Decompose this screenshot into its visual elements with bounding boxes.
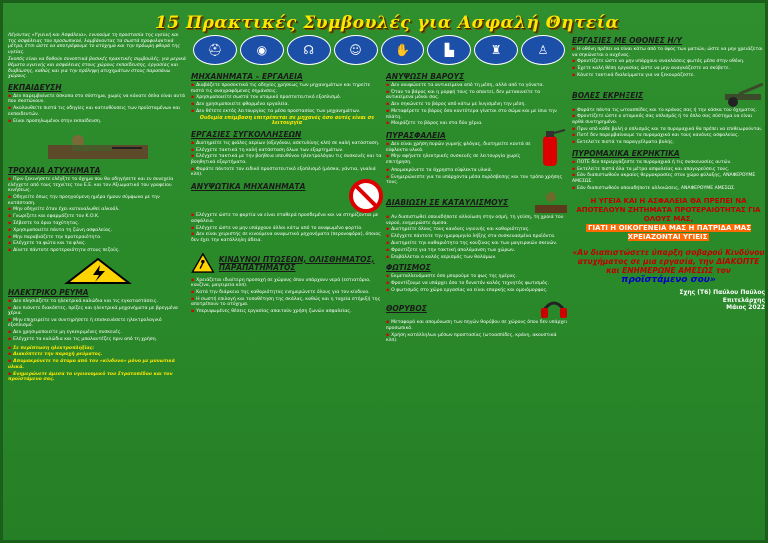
section-heading-explosives: ΒΟΛΕΣ ΕΚΡΗΞΕΙΣ bbox=[572, 90, 644, 100]
electric-item: ▪ Δεν χρησιμοποιείτε μη εγκεκριμένες συσκευές. bbox=[8, 330, 188, 336]
section-heading-falls: ΚΙΝΔΥΝΟΙ ΠΤΩΣΕΩΝ, ΟΛΙΣΘΗΜΑΤΟΣ, ΠΑΡΑΠΑΤΗΜΑΤΟΣ bbox=[218, 254, 375, 272]
ppe-icons-row bbox=[193, 35, 565, 65]
welding-item: ▪ Φοράτε πάντοτε τον ειδικό προστατευτικό εξοπλισμό (μάσκα, γάντια, γυαλιά κλπ). bbox=[191, 167, 383, 178]
hygiene-item: ▪ Αν διαπιστωθεί οποιαδήποτε αλλοίωση στην οσμή, τη γεύση, τη χροιά του νερού, ενημερώστε άμεσα. bbox=[386, 215, 569, 226]
explosives-item: ▪ Φροντίζετε ώστε ο ατομικός σας οπλισμός ή το όπλο σας σύστημα να είναι αρθά συντηρημένο. bbox=[572, 114, 765, 125]
falls-item: ▪ Κατά την διάρκεια της καθαριότητας ενημερώνετε όλους για τον κίνδυνο. bbox=[191, 290, 383, 296]
helmet-icon: ⛑ bbox=[193, 35, 237, 65]
ear-defenders-icon bbox=[539, 296, 569, 320]
screens-item: ▪ Κάνετε τακτικά διαλείμματα για να ξεκουράζεστε. bbox=[572, 73, 765, 79]
mask-icon: ☺ bbox=[334, 35, 378, 65]
lifting-item: ▪ Όταν το βάρος και η μορφή τους το απαιτεί, δεν μετακινείτε τα αντικείμενα μόνοι σας. bbox=[386, 90, 569, 101]
lifting-item: ▪ Δεν ανυψώνετε τα αντικείμενα από τη μέση, αλλά από τα γόνατα. bbox=[386, 83, 569, 89]
screens-item: ▪ Η οθόνη πρέπει να είναι κάτω από το ύψος των ματιών, ώστε να μην χρειάζεται να σηκώνεται ο αυχένας. bbox=[572, 47, 765, 58]
closing-quote bbox=[572, 248, 765, 285]
signature-date: Μάιος 2022 bbox=[726, 304, 765, 312]
column-1 bbox=[8, 33, 188, 384]
traffic-item: ▪ Γνωρίζετε και εφαρμόζετε τον Κ.Ο.Κ. bbox=[8, 214, 188, 220]
electric-illustration bbox=[8, 257, 188, 285]
training-item: ▪ Δεν παρεμβαίνετε άσκοπα στο σύστημα, χωρίς να κάνατε όπλα είναι αυτά που σκοτώνουν. bbox=[8, 94, 188, 105]
lifting-machines-block bbox=[191, 179, 383, 213]
fire-item: ▪ Μην αφήνετε ηλεκτρικές συσκευές σε λειτουργία χωρίς επιτήρηση. bbox=[386, 154, 533, 165]
welding-item: ▪ Ελέγχετε τακτικά με την βοήθεια υπευθύνου ηλεκτρολόγου τις συσκευές και τα βοηθητικά εξαρτήματα. bbox=[191, 154, 383, 165]
fire-block bbox=[386, 128, 569, 168]
section-heading-machinery: ΜΗΧΑΝΗΜΑΤΑ – ΕΡΓΑΛΕΙΑ bbox=[191, 72, 303, 81]
section-heading-lifting: ΑΝΥΨΩΣΗ ΒΑΡΟΥΣ bbox=[386, 72, 465, 81]
pyro-item: ▪ ΠΟΤΕ δεν περιεργάζεστε τα πυρομαχικά ή τις συσκευασίες αυτών. bbox=[572, 160, 765, 166]
falls-item: ▪ Χρειάζεται ιδιαίτερη προσοχή σε χώρους όπου υπάρχουν νερά (εστιατόριο, κουζίνα, μαγειρεία κλπ). bbox=[191, 278, 383, 289]
traffic-item: ▪ Οδηγείτε όπως την προηγούμενη ημέρα ήμουν σύμφωνα με την κατάσταση. bbox=[8, 195, 188, 206]
boots-icon: ▙ bbox=[427, 35, 471, 65]
lifting-item: ▪ Μοιράζετε το βάρος και στα δύο χέρια. bbox=[386, 121, 569, 127]
traffic-item: ▪ Ελέγχετε τα φώτα και τα φλας. bbox=[8, 241, 188, 247]
first-aid-item: ▪ Απομακρύνετε το άτομο από τον «κίνδυνο» μόνο με μονωτικά υλικά. bbox=[8, 359, 188, 370]
explosives-item: ▪ Φοράτε πάντα τις ωτοασπίδες και το κράνος σας ή την κάσκα του όχηματος. bbox=[572, 108, 765, 114]
harness-icon: ♙ bbox=[521, 35, 565, 65]
section-heading-hygiene: ΔΙΑΒΙΩΣΗ ΣΕ ΚΑΤΑΥΛΙΣΜΟΥΣ bbox=[386, 198, 509, 208]
first-aid-item: ▪ Διακόπτετε την παροχή ρεύματος. bbox=[8, 352, 188, 358]
lifting-machines-item: ▪ Ελέγχετε ώστε τα φορτία να είναι σταθερά προσδεμένα και να στηρίζονται με ασφάλεια. bbox=[191, 213, 383, 224]
hygiene-item: ▪ Επιβάλλεται ο καλός αερισμός των θαλάμων. bbox=[386, 255, 569, 261]
falls-item: ▪ Υπερυψωμένες θέσεις εργασίας απαιτούν χρήση ζωνών ασφαλείας. bbox=[191, 309, 383, 315]
hygiene-item: ▪ Διατηρείτε την καθαριότητα της κουζίνας και των μαγειρικών σκευών. bbox=[386, 241, 569, 247]
closing-quote-2: προϊστάμενο σου» bbox=[621, 275, 716, 286]
intro-paragraph-2: Σκοπός είναι να δοθούν συνοπτικά βασικές πρακτικές συμβουλές, για μερικά θέματα υγιεινής και ασφάλειας στους χώρους εκπαίδευσης, εργασίας και διαβίωσης, καθώς και για την πρόληψη ατυχημάτων στους παραπάνω χώρους. bbox=[8, 57, 186, 80]
vest-icon: ♜ bbox=[474, 35, 518, 65]
section-heading-screens: ΕΡΓΑΣΙΕΣ ΜΕ ΟΘΟΝΕΣ Η/Υ bbox=[572, 36, 682, 45]
falls-item: ▪ Η σωστή επιλογή και τοποθέτηση της σκάλας, καθώς και η ταχεία στήριξή της αποτρέπουν το ατύχημα. bbox=[191, 297, 383, 308]
closing-line-1: Η ΥΓΕΙΑ ΚΑΙ Η ΑΣΦΑΛΕΙΑ ΘΑ ΠΡΕΠΕΙ ΝΑ ΑΠΟΤΕΛΟΥΝ ΖΗΤΗΜΑΤΑ ΠΡΟΤΕΡΑΙΟΤΗΤΑΣ ΓΙΑ ΟΛΟΥΣ ΜΑΣ, bbox=[576, 197, 761, 224]
signature-role: Επιτελάρχης bbox=[722, 296, 765, 304]
machinery-note: Ουδεμία επέμβαση επιτρέπεται σε μηχανές όσο αυτές είναι σε λειτουργία bbox=[199, 114, 375, 127]
pyro-item: ▪ Εάν διαπιστωθούν ακραίες θερμοκρασίες στον χώρο φύλαξης, ΑΝΑΦΕΡΟΥΜΕ ΑΜΕΣΩΣ. bbox=[572, 173, 765, 184]
noise-item: ▪ Χρήση κατάλληλων μέσων προστασίας (ωτοασπίδες, κράνη, ακουστικά κλπ). bbox=[386, 333, 569, 344]
machinery-item: ▪ Διαβάζετε προσεκτικά τις οδηγίες χρήσεως των μηχανημάτων και τηρείτε πιστά τις αναγραφόμενες σημάνσεις. bbox=[191, 83, 383, 94]
poster-title: 15 Πρακτικές Συμβουλές για Ασφαλή Θητεία bbox=[154, 13, 620, 33]
section-heading-lifting-machines: ΑΝΥΨΩΤΙΚΑ ΜΗΧΑΝΗΜΑΤΑ bbox=[191, 182, 306, 192]
column-4 bbox=[572, 33, 765, 312]
signature-block bbox=[572, 289, 765, 312]
electric-item: ▪ Δεν πιάνετε διακόπτες, πρίζες και ηλεκτρικά μηχανήματα με βρεγμένα χέρια. bbox=[8, 306, 188, 317]
section-heading-noise: ΘΟΡΥΒΟΣ bbox=[386, 304, 427, 314]
closing-statement bbox=[572, 197, 765, 242]
explosives-item: ▪ Πριν από κάθε βολή ο οπλισμός και τα πυρομαχικά θα πρέπει να επιθεωρούνται. bbox=[572, 127, 765, 133]
fire-item: ▪ Απομακρύνετε τα άχρηστα εύφλεκτα υλικά. bbox=[386, 168, 569, 174]
gloves-icon: ✋ bbox=[381, 35, 425, 65]
hygiene-item: ▪ Ελέγχετε πάντοτε την ημερομηνία λήξης στα συσκευασμένα προϊόντα. bbox=[386, 234, 569, 240]
high-voltage-sign-icon bbox=[63, 257, 133, 285]
no-entry-sign-icon bbox=[349, 179, 383, 213]
traffic-item: ▪ Δίνετε πάντοτε προτεραιότητα στους πεζούς. bbox=[8, 248, 188, 254]
screens-item: ▪ Έχετε καλή θέση εργασίας ώστε να μην αναγκάζεστε να σκύβετε. bbox=[572, 66, 765, 72]
lighting-item: ▪ Φροντίζουμε να υπάρχει όσο το δυνατόν καλός τεχνητός φωτισμός. bbox=[386, 281, 569, 287]
fire-item: ▪ Ενημερώνεστε για τα υπάρχοντα μέσα πυρόσβεσης και τον τρόπο χρήσης τους. bbox=[386, 175, 569, 186]
electric-item: ▪ Μην επιχειρείτε να συντηρήσετε ή επισκευάσετε ηλεκτρολογικό εξοπλισμό. bbox=[8, 318, 188, 329]
welding-item: ▪ Ελέγχετε τακτικά τη καλή κατάσταση όλων των εξαρτημάτων. bbox=[191, 148, 383, 154]
section-heading-pyro: ΠΥΡΟΜΑΧΙΚΑ ΕΚΡΗΚΤΙΚΑ bbox=[572, 148, 680, 158]
lifting-item: ▪ Δεν σηκώνετε το βάρος από κάτω με λυγισμένη την μέση. bbox=[386, 102, 569, 108]
hygiene-item: ▪ Διατηρείτε όλους τους κανόνες υγιεινής και καθαριότητας. bbox=[386, 227, 569, 233]
traffic-item: ▪ Μην οδηγείτε όταν έχει καταναλωθεί αλκοόλ. bbox=[8, 207, 188, 213]
training-item: ▪ Ακολουθείτε πιστά τις οδηγίες και κατευθύνσεις των προϊσταμένων και εκπαιδευτών. bbox=[8, 106, 188, 117]
training-item: ▪ Είναι προσηλωμένοι στην εκπαίδευση. bbox=[8, 119, 188, 125]
lifting-item: ▪ Μεταφέρετε το βάρος όσο κοντύτερα γίνεται στο σώμα και με ίσια την πλάτη. bbox=[386, 109, 569, 120]
machinery-item: ▪ Δεν θέτετε εκτός λειτουργίας τα μέσα προστασίας των μηχανημάτων. bbox=[191, 109, 383, 115]
section-heading-fire: ΠΥΡΑΣΦΑΛΕΙΑ bbox=[386, 131, 446, 141]
signature-name: Σχης (Τ6) Παύλου Παύλος bbox=[679, 289, 765, 297]
traffic-item: ▪ Μην παραβιάζετε την προτεραιότητα. bbox=[8, 235, 188, 241]
section-heading-training: ΕΚΠΑΙΔΕΥΣΗ bbox=[8, 82, 62, 92]
first-aid-item: ▪ Σε περίπτωση ηλεκτροπληξίας: bbox=[8, 346, 188, 352]
goggles-icon: ◉ bbox=[240, 35, 284, 65]
column-3 bbox=[386, 69, 569, 345]
closing-quote-1: «Αν διαπιστώσετε ύπαρξη σοβαρού Κινδύνου ατυχήματος σε μια εργασία, την ΔΙΑΚΟΠΤΕ και ΕΝΗΜΕΡΩΝΕ ΑΜΕΣΩΣ τον bbox=[572, 248, 765, 276]
lighting-item: ▪ Ο φωτισμός στο χώρο εργασίας να είναι επαρκής και ομοιόμορφος. bbox=[386, 288, 569, 294]
section-heading-traffic: ΤΡΟΧΑΙΑ ΑΤΥΧΗΜΑΤΑ bbox=[8, 166, 101, 176]
noise-block bbox=[386, 296, 569, 320]
traffic-item: ▪ Σέβεστε τα όρια ταχύτητας. bbox=[8, 221, 188, 227]
intro-paragraph-1: Λέγοντας «Υγιεινή και Ασφάλεια», εννοούμε τη προστασία της υγείας και της ασφάλειας του προσωπικού, λαμβάνοντας τα σωστά προφυλακτικά μέτρα, έτσι ώστε να αποτρέψουμε το ατύχημα και την πρόωρη φθορά της υγείας. bbox=[8, 33, 180, 55]
soldier-figure-icon bbox=[38, 127, 158, 163]
traffic-item: ▪ Χρησιμοποιείτε πάντα τη ζώνη ασφαλείας. bbox=[8, 228, 188, 234]
hygiene-block bbox=[386, 189, 569, 215]
explosives-item: ▪ Εκτελείτε πιστά τα παραγγέλματα βολής. bbox=[572, 140, 765, 146]
explosives-block bbox=[572, 82, 765, 108]
soldier-at-rest-icon bbox=[533, 189, 569, 215]
training-illustration bbox=[8, 127, 188, 163]
electric-item: ▪ Δεν πλησιάζετε τα ηλεκτρικά καλώδια και τις εγκαταστάσεις. bbox=[8, 299, 188, 305]
lighting-item: ▪ Εκμεταλλευόμαστε όσο μπορούμε το φως της ημέρας. bbox=[386, 274, 569, 280]
pyro-item: ▪ Εκτελείτε πιστά όλα τα μέτρα ασφαλείας και απαγορεύσεις τους. bbox=[572, 167, 765, 173]
falls-block bbox=[191, 248, 383, 278]
welding-item: ▪ Διατηρείτε τις φιάλες αερίων (οξυγόνου, ασετυλίνης κλπ) σε καλή κατάσταση. bbox=[191, 141, 383, 147]
first-aid-item: ▪ Ενημερώνετε άμεσα το υγειονομικό του Στρατοπέδου και τον προϊστάμενο σας. bbox=[8, 372, 188, 383]
electric-item: ▪ Ελέγχετε τα καλώδια και τις μπαλαντέζες πριν από τη χρήση. bbox=[8, 337, 188, 343]
screens-item: ▪ Φροντίζετε ώστε να μην υπάρχουν ανακλάσεις φωτός μέσα στην οθόνη. bbox=[572, 59, 765, 65]
noise-item: ▪ Μεταφορά και απομόνωση των πηγών θορύβου σε χώρους όπου δεν υπάρχει προσωπικό. bbox=[386, 320, 569, 331]
lifting-machines-item: ▪ Δεν είναι χειριστής σε κινούμενα ανυψωτικά μηχανήματα (περονοφόρα), όποιος δεν έχει την κατάλληλη άδεια. bbox=[191, 232, 383, 243]
explosives-item: ▪ Ποτέ δεν παρεμβαίνουμε τα πυρομαχικά και τους κανόνες ασφαλείας. bbox=[572, 133, 765, 139]
pyro-item: ▪ Εάν διαπιστωθούν οποιαδήποτε αλλοιώσεις, ΑΝΑΦΕΡΟΥΜΕ ΑΜΕΣΩΣ. bbox=[572, 186, 765, 192]
first-aid-block bbox=[8, 346, 188, 383]
traffic-item: ▪ Πριν ξεκινήσετε ελέγξτε το όχημα που θα οδηγήσετε και εν συνεχεία ελέγχετε από τους τεχνίτες του Ε.Ε. και τον Αξιωματικό του γραφείου κινήσεως. bbox=[8, 177, 188, 194]
artillery-icon bbox=[721, 82, 765, 108]
section-heading-welding: ΕΡΓΑΣΙΕΣ ΣΥΓΚΟΛΛΗΣΕΩΝ bbox=[191, 129, 302, 139]
ear-protection-icon: ☊ bbox=[287, 35, 331, 65]
section-heading-electric: ΗΛΕΚΤΡΙΚΟ ΡΕΥΜΑ bbox=[8, 287, 89, 297]
hygiene-item: ▪ Φροντίζετε για την τακτική απολύμανση των χώρων. bbox=[386, 248, 569, 254]
machinery-item: ▪ Δεν χρησιμοποιείτε φθαρμένα εργαλεία. bbox=[191, 102, 383, 108]
machinery-item: ▪ Χρησιμοποιείτε σωστά τον ατομικό προστατευτικό εξοπλισμό. bbox=[191, 95, 383, 101]
section-heading-lighting: ΦΩΤΙΣΜΟΣ bbox=[386, 263, 431, 273]
slip-warning-sign-icon bbox=[191, 248, 215, 278]
lifting-machines-item: ▪ Ελέγχετε ώστε να μην υπάρχουν άλλοι κάτω από το ανυψωμένο φορτίο. bbox=[191, 226, 383, 232]
fire-item: ▪ Δεν είναι χρήση πυρών γυμνής φλόγας, διατηρείτε κοντά σε εύφλεκτα υλικά. bbox=[386, 142, 533, 153]
closing-line-2: ΓΙΑΤΙ Η ΟΙΚΟΓΕΝΕΙΑ ΜΑΣ Η ΠΑΤΡΙΔΑ ΜΑΣ ΧΡΕΙΑΖΟΝΤΑΙ ΥΓΙΕΙΣ bbox=[588, 224, 751, 242]
column-2 bbox=[191, 69, 383, 316]
fire-extinguisher-icon bbox=[533, 128, 569, 168]
